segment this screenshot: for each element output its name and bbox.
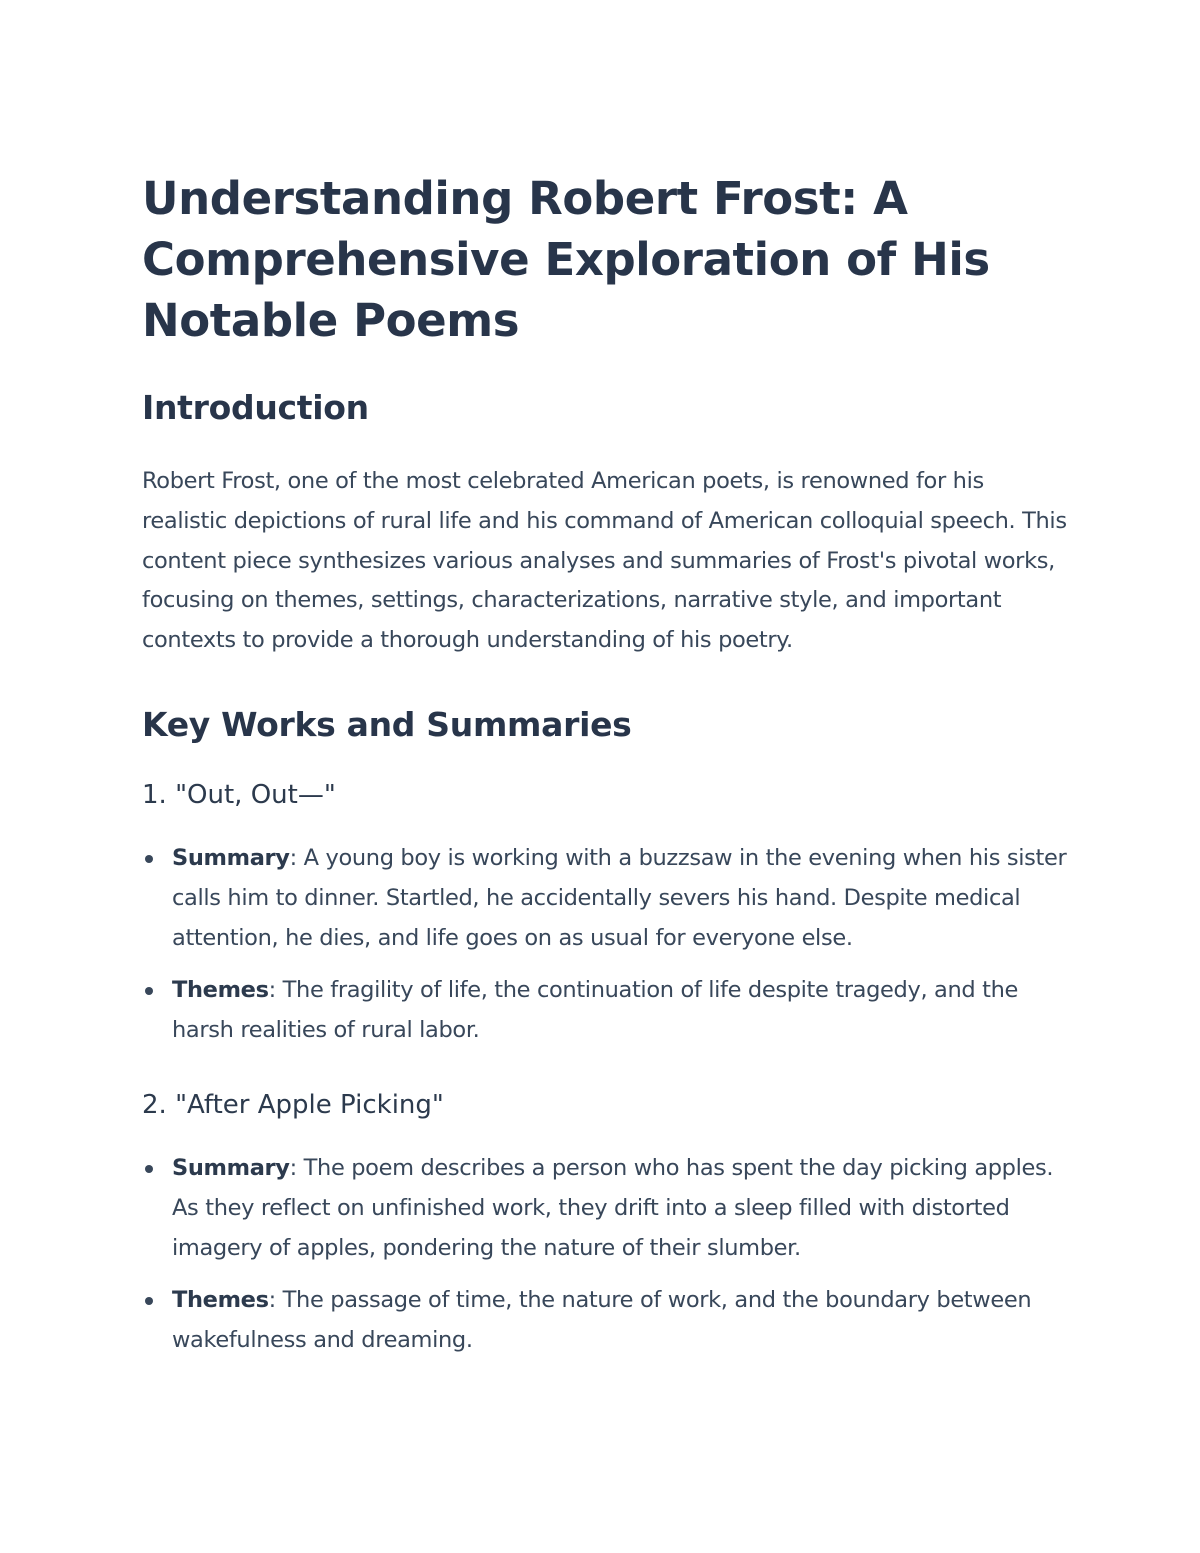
page-title: Understanding Robert Frost: A Comprehensive Exploration of His Notable Poems xyxy=(142,172,990,347)
summary-text: : A young boy is working with a buzzsaw in the evening when his sister calls him to dinner. Startled, he accidentally severs his hand. Despite medical attention, he dies, and life goes on as usual for everyone else. xyxy=(172,844,1067,951)
summary-label: Summary xyxy=(172,1154,290,1181)
work-details-list xyxy=(142,1149,1072,1361)
work-title-out-out: 1. "Out, Out—" xyxy=(142,779,336,810)
themes-text: : The fragility of life, the continuation of life despite tragedy, and the harsh realities of rural labor. xyxy=(172,977,1019,1044)
introduction-heading: Introduction xyxy=(142,388,369,427)
bullet-icon xyxy=(145,987,153,995)
key-works-heading: Key Works and Summaries xyxy=(142,704,632,744)
introduction-paragraph: Robert Frost, one of the most celebrated American poets, is renowned for his realistic depictions of rural life and his command of American colloquial speech. This content piece synthesizes various analyses and summaries of Frost's pivotal works, focusing on themes, settings, characterizations, narrative style, and important contexts to provide a thorough understanding of his poetry. xyxy=(142,468,1067,654)
bullet-icon xyxy=(145,1297,153,1305)
summary-text: : The poem describes a person who has spent the day picking apples. As they reflect on unfinished work, they drift into a sleep filled with distorted imagery of apples, pondering the nature of their slumber. xyxy=(172,1154,1054,1261)
themes-label: Themes xyxy=(172,977,269,1004)
bullet-icon xyxy=(145,855,153,863)
summary-label: Summary xyxy=(172,844,290,871)
bullet-icon xyxy=(145,1165,153,1173)
list-item-summary xyxy=(142,839,1072,958)
themes-text: : The passage of time, the nature of work, and the boundary between wakefulness and dreaming. xyxy=(172,1287,1032,1354)
work-title-after-apple-picking: 2. "After Apple Picking" xyxy=(142,1089,444,1120)
list-item-themes xyxy=(142,971,1072,1051)
list-item-summary xyxy=(142,1149,1072,1268)
document-page xyxy=(142,168,1072,1361)
list-item-themes xyxy=(142,1281,1072,1361)
themes-label: Themes xyxy=(172,1287,269,1314)
work-details-list xyxy=(142,839,1072,1051)
